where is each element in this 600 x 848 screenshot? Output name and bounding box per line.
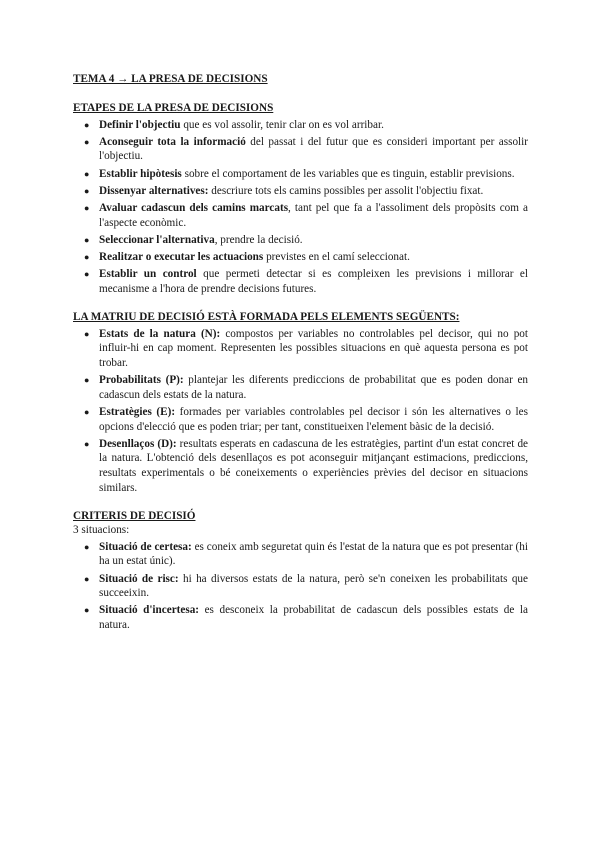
bullet-icon: ● <box>84 202 90 213</box>
bullet-list <box>73 540 528 633</box>
section-heading: LA MATRIU DE DECISIÓ ESTÀ FORMADA PELS ELEMENTS SEGÜENTS: <box>73 311 460 324</box>
list-item: ● Avaluar cadascun dels camins marcats, tant pel que fa a l'assoliment dels propòsits com a l'aspecte econòmic. <box>84 201 528 229</box>
bullet-icon: ● <box>84 269 90 280</box>
bullet-icon: ● <box>84 119 90 130</box>
section-intro: 3 situacions: <box>73 524 130 537</box>
bullet-icon: ● <box>84 168 90 179</box>
list-item: ● Estratègies (E): formades per variables controlables pel decisor i són les alternatives o les opcions d'elecció que es poden triar; per tant, constitueixen l'element bàsic de la decisió. <box>84 406 528 433</box>
bullet-icon: ● <box>84 438 90 449</box>
bullet-icon: ● <box>84 234 90 245</box>
bullet-list <box>73 327 528 495</box>
bullet-icon: ● <box>84 573 90 584</box>
list-item: ● Dissenyar alternatives: descriure tots els camins possibles per assolit l'objectiu fixat. <box>84 184 484 197</box>
bullet-icon: ● <box>84 251 90 262</box>
bullet-list <box>73 118 528 297</box>
topic-title: TEMA 4 → LA PRESA DE DECISIONS <box>73 73 268 85</box>
section-decision-criteria <box>73 509 528 632</box>
list-item: ● Situació de certesa: es coneix amb seguretat quin és l'estat de la natura que es pot presentar (hi ha un estat únic). <box>84 540 528 568</box>
section-stages <box>73 101 528 296</box>
bullet-icon: ● <box>84 136 90 147</box>
list-item: ● Realitzar o executar les actuacions previstes en el camí seleccionat. <box>84 250 410 263</box>
list-item: ● Aconseguir tota la informació del passat i del futur que es consideri important per assolir l'objectiu. <box>84 135 529 163</box>
bullet-icon: ● <box>84 185 90 196</box>
section-heading: ETAPES DE LA PRESA DE DECISIONS <box>73 102 274 114</box>
list-item: ● Probabilitats (P): plantejar les diferents prediccions de probabilitat que es poden donar en cadascun dels estats de la natura. <box>84 374 529 401</box>
list-item: ● Seleccionar l'alternativa, prendre la decisió. <box>84 233 303 246</box>
list-item: ● Desenllaços (D): resultats esperats en cadascuna de les estratègies, partint d'un estat concret de la natura. L'obtenció dels desenllaços es pot aconseguir mitjançant estimacions, prediccions, resultats experimentals o bé coneixements o experiències prèvies del decisor en situacions similars. <box>84 437 528 494</box>
list-item: ● Establir un control que permeti detectar si es compleixen les previsions i millorar el mecanisme a l'hora de prendre decisions futures. <box>84 268 528 295</box>
section-heading: CRITERIS DE DECISIÓ <box>73 510 196 523</box>
list-item: ● Situació d'incertesa: es desconeix la probabilitat de cadascun dels possibles estats de la natura. <box>84 604 528 631</box>
bullet-icon: ● <box>84 328 90 339</box>
list-item: ● Establir hipòtesis sobre el comportament de les variables que es tinguin, establir previsions. <box>84 167 515 180</box>
document-page <box>73 72 528 647</box>
list-item: ● Situació de risc: hi ha diversos estats de la natura, però se'n coneixen les probabilitats que succeeixin. <box>84 572 528 600</box>
list-item: ● Estats de la natura (N): compostos per variables no controlables pel decisor, qui no pot influir-hi en cap moment. Representen les possibles situacions en què aquesta persona es pot trobar. <box>84 327 528 370</box>
bullet-icon: ● <box>84 407 90 418</box>
bullet-icon: ● <box>84 605 90 616</box>
list-item: ● Definir l'objectiu que es vol assolir, tenir clar on es vol arribar. <box>84 118 384 131</box>
bullet-icon: ● <box>84 375 90 386</box>
bullet-icon: ● <box>84 541 90 552</box>
section-decision-matrix <box>73 310 528 495</box>
